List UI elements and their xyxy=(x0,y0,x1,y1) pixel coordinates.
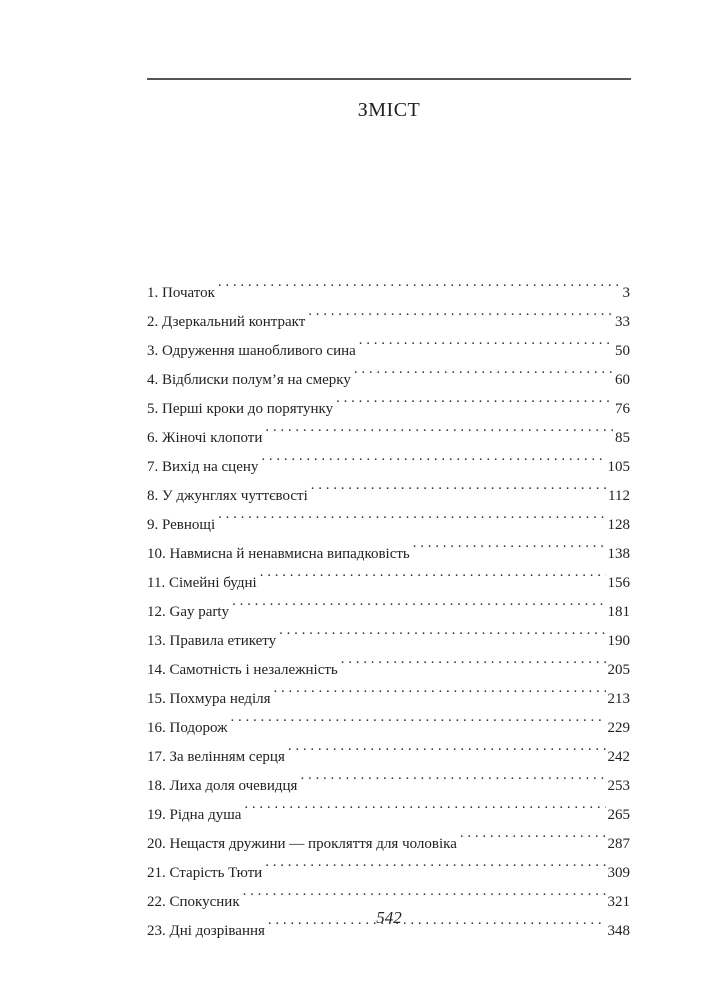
toc-entry-page: 112 xyxy=(608,488,630,504)
toc-entry xyxy=(147,297,630,330)
dot-leader xyxy=(413,529,606,558)
dot-leader xyxy=(232,587,605,616)
toc-entry-title: 9. Ревнощі xyxy=(147,517,216,533)
toc-entry xyxy=(147,268,630,301)
toc-entry-page: 128 xyxy=(607,517,630,533)
toc-entry-title: 4. Відблиски полум’я на смерку xyxy=(147,372,351,388)
toc-entry-page: 242 xyxy=(607,749,630,765)
toc-entry-title: 13. Правила етикету xyxy=(147,633,277,649)
toc-entry-page: 205 xyxy=(607,662,630,678)
table-of-contents xyxy=(147,268,630,939)
page-number: 542 xyxy=(376,908,402,927)
dot-leader xyxy=(341,645,606,674)
toc-entry-page: 213 xyxy=(607,691,630,707)
toc-entry-title: 11. Сімейні будні xyxy=(147,575,257,591)
toc-entry-page: 229 xyxy=(607,720,630,736)
dot-leader xyxy=(265,848,605,877)
toc-entry-page: 138 xyxy=(607,546,630,562)
toc-entry-title: 22. Спокусник xyxy=(147,894,240,910)
toc-entry-title: 14. Самотність і незалежність xyxy=(147,662,338,678)
toc-entry-title: 6. Жіночі клопоти xyxy=(147,430,263,446)
toc-entry-title: 2. Дзеркальний контракт xyxy=(147,314,306,330)
toc-entry-title: 7. Вихід на сцену xyxy=(147,459,259,475)
toc-entry-page: 190 xyxy=(607,633,630,649)
toc-entry-title: 18. Лиха доля очевидця xyxy=(147,778,298,794)
toc-entry-page: 50 xyxy=(615,343,630,359)
dot-leader xyxy=(336,384,613,413)
dot-leader xyxy=(261,442,605,471)
toc-entry-title: 5. Перші кроки до порятунку xyxy=(147,401,334,417)
toc-entry-page: 85 xyxy=(615,430,630,446)
page-title: ЗМІСТ xyxy=(357,99,421,121)
dot-leader xyxy=(218,268,621,297)
dot-leader xyxy=(218,500,605,529)
toc-entry-page: 253 xyxy=(607,778,630,794)
toc-entry xyxy=(147,500,630,533)
dot-leader xyxy=(359,326,613,355)
dot-leader xyxy=(274,674,606,703)
toc-entry-title: 21. Старість Тюти xyxy=(147,865,263,881)
dot-leader xyxy=(231,703,606,732)
toc-entry-title: 12. Gay party xyxy=(147,604,230,620)
top-rule xyxy=(147,78,631,80)
toc-entry-title: 16. Подорож xyxy=(147,720,228,736)
dot-leader xyxy=(265,413,613,442)
toc-entry-title: 15. Похмура неділя xyxy=(147,691,271,707)
toc-entry-title: 20. Нещастя дружини — прокляття для чоловіка xyxy=(147,836,457,852)
dot-leader xyxy=(260,558,606,587)
toc-entry-page: 287 xyxy=(607,836,630,852)
toc-entry-title: 8. У джунглях чуттєвості xyxy=(147,488,308,504)
toc-entry-page: 348 xyxy=(607,923,630,939)
dot-leader xyxy=(279,616,605,645)
toc-entry-page: 60 xyxy=(615,372,630,388)
toc-entry-page: 156 xyxy=(607,575,630,591)
toc-entry xyxy=(147,529,630,562)
toc-entry-page: 33 xyxy=(615,314,630,330)
toc-entry-page: 181 xyxy=(607,604,630,620)
dot-leader xyxy=(354,355,613,384)
toc-entry-title: 19. Рідна душа xyxy=(147,807,242,823)
dot-leader xyxy=(311,471,606,500)
toc-entry-title: 1. Початок xyxy=(147,285,215,301)
toc-entry-page: 105 xyxy=(607,459,630,475)
toc-entry-page: 76 xyxy=(615,401,630,417)
toc-entry-page: 265 xyxy=(607,807,630,823)
toc-entry-page: 321 xyxy=(607,894,630,910)
toc-entry-title: 17. За велінням серця xyxy=(147,749,285,765)
toc-entry-title: 10. Навмисна й ненавмисна випадковість xyxy=(147,546,410,562)
toc-entry-title: 23. Дні дозрівання xyxy=(147,923,265,939)
dot-leader xyxy=(308,297,613,326)
toc-entry-title: 3. Одруження шанобливого сина xyxy=(147,343,356,359)
dot-leader xyxy=(243,877,606,906)
toc-entry-page: 3 xyxy=(622,285,630,301)
dot-leader xyxy=(460,819,606,848)
dot-leader xyxy=(300,761,605,790)
toc-entry-page: 309 xyxy=(607,865,630,881)
dot-leader xyxy=(244,790,605,819)
dot-leader xyxy=(288,732,606,761)
